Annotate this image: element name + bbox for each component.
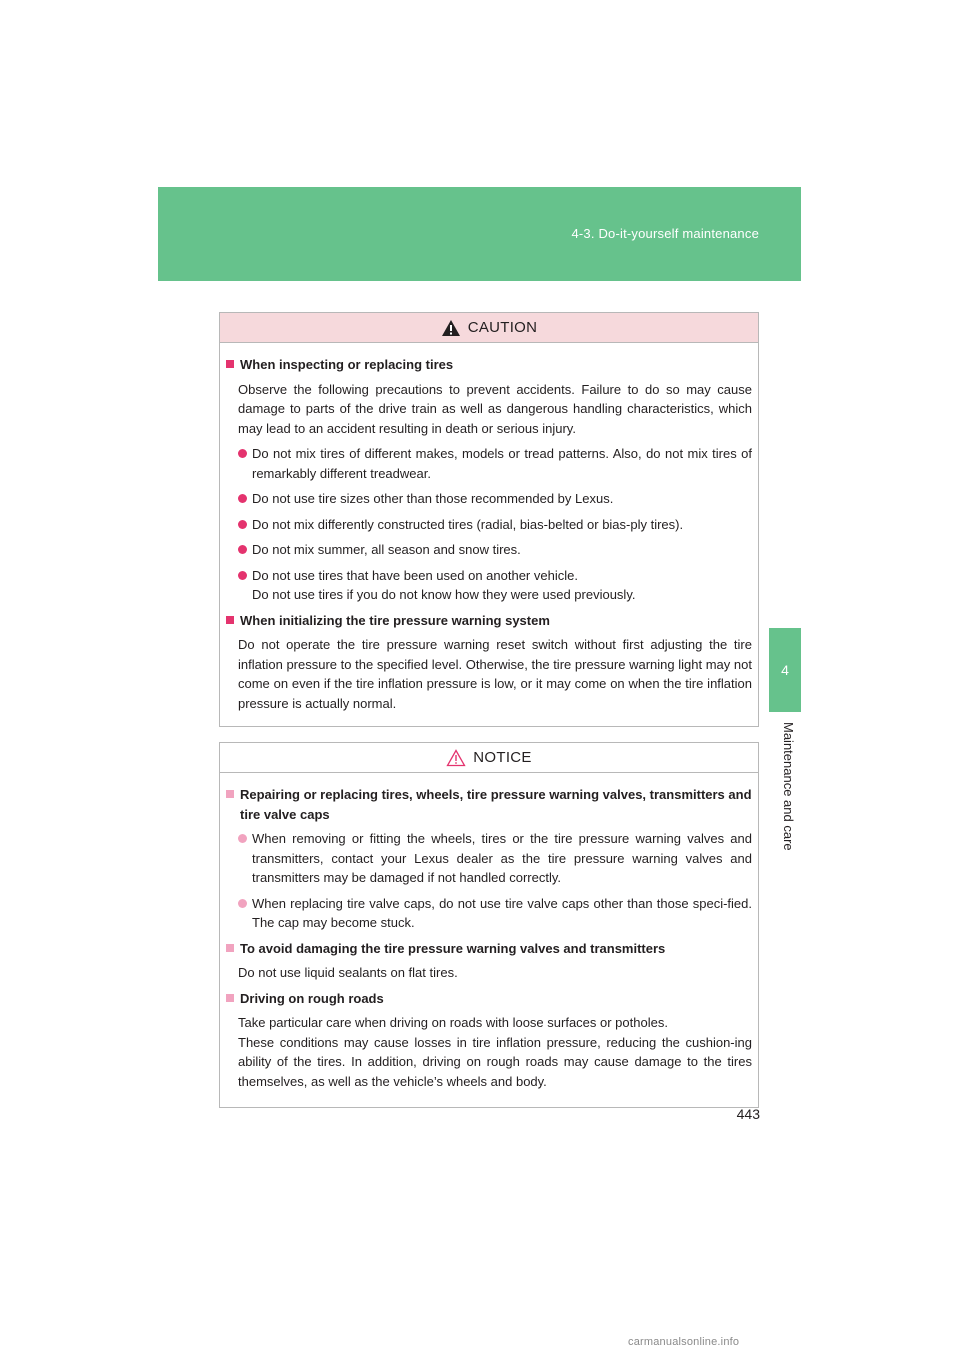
list-item: When removing or fitting the wheels, tires or the tire pressure warning valves and transmitters, contact your Lexus dealer as the tire pressure warning valves and transmitters may be damaged if not handled correctly. [238, 829, 752, 888]
page-number: 443 [736, 1106, 760, 1122]
notice-heading-damaging: To avoid damaging the tire pressure warning valves and transmitters [226, 939, 752, 959]
round-bullet-icon [238, 545, 247, 554]
notice-heading-rough-roads: Driving on rough roads [226, 989, 752, 1009]
notice-header [220, 743, 758, 773]
warning-triangle-icon [441, 319, 461, 337]
notice-paragraph: Take particular care when driving on roads with loose surfaces or potholes. These conditions may cause losses in tire inflation pressure, reducing the cushion-ing ability of the tires. In addition, driving on rough roads may cause damage to the tires themselves, as well as the vehicle’s wheels and body. [238, 1015, 752, 1089]
notice-box [219, 742, 759, 1108]
round-bullet-icon [238, 899, 247, 908]
warning-triangle-outline-icon [446, 749, 466, 767]
section-title: 4-3. Do-it-yourself maintenance [571, 226, 759, 241]
round-bullet-icon [238, 834, 247, 843]
notice-paragraph: Do not use liquid sealants on flat tires. [238, 965, 458, 980]
list-item: Do not use tire sizes other than those recommended by Lexus. [238, 489, 752, 509]
list-item: Do not mix summer, all season and snow tires. [238, 540, 752, 560]
notice-heading-repairing: Repairing or replacing tires, wheels, tire pressure warning valves, transmitters and tire valve caps [226, 785, 752, 824]
round-bullet-icon [238, 571, 247, 580]
square-bullet-icon [226, 994, 234, 1002]
chapter-title: Maintenance and care [781, 722, 796, 851]
caution-paragraph: Do not operate the tire pressure warning reset switch without first adjusting the tire inflation pressure to the specified level. Otherwise, the tire pressure warning light may not come on even if the tire inflation pressure is low, or it may come on when the tire inflation pressure is actually normal. [238, 637, 752, 711]
list-item: Do not use tires that have been used on another vehicle. Do not use tires if you do not know how they were used previously. [238, 566, 752, 605]
round-bullet-icon [238, 494, 247, 503]
caution-box [219, 312, 759, 727]
caution-paragraph: Observe the following precautions to prevent accidents. Failure to do so may cause damage to parts of the drive train as well as dangerous handling characteristics, which may lead to an accident resulting in death or serious injury. [238, 381, 752, 436]
caution-header [220, 313, 758, 343]
watermark: carmanualsonline.info [628, 1336, 740, 1348]
list-item: Do not mix differently constructed tires (radial, bias-belted or bias-ply tires). [238, 515, 752, 535]
square-bullet-icon [226, 790, 234, 798]
round-bullet-icon [238, 449, 247, 458]
caution-label: CAUTION [467, 319, 538, 336]
list-item: Do not mix tires of different makes, models or tread patterns. Also, do not mix tires of remarkably different treadwear. [238, 444, 752, 483]
square-bullet-icon [226, 616, 234, 624]
notice-label: NOTICE [473, 749, 532, 766]
caution-heading-initializing: When initializing the tire pressure warning system [226, 611, 752, 631]
caution-heading-inspecting: When inspecting or replacing tires [226, 355, 752, 375]
list-item: When replacing tire valve caps, do not use tire valve caps other than those speci-fied. The cap may become stuck. [238, 894, 752, 933]
square-bullet-icon [226, 360, 234, 368]
square-bullet-icon [226, 944, 234, 952]
header-band [158, 187, 801, 281]
chapter-tab: 4 [769, 628, 801, 712]
round-bullet-icon [238, 520, 247, 529]
